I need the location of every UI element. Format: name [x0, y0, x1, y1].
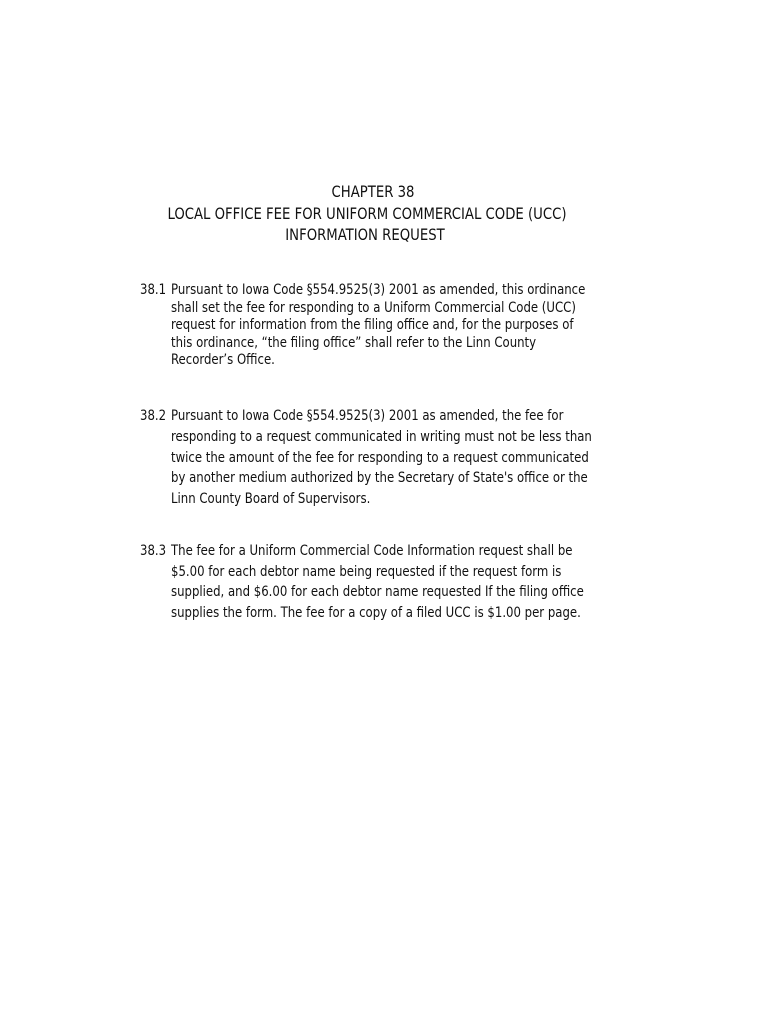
section-line: supplied, and $6.00 for each debtor name requested If the filing office [171, 584, 584, 601]
section-number: 38.2 [140, 408, 167, 424]
chapter-subtitle-line-2: INFORMATION REQUEST [285, 225, 445, 244]
section-line: request for information from the filing office and, for the purposes of [171, 317, 574, 334]
chapter-subtitle-line-1: LOCAL OFFICE FEE FOR UNIFORM COMMERCIAL CODE (UCC) [167, 204, 567, 223]
section-line: $5.00 for each debtor name being requested if the request form is [171, 563, 562, 580]
section-line: Recorder’s Office. [171, 352, 275, 369]
section-line: supplies the form. The fee for a copy of a filed UCC is $1.00 per page. [171, 604, 581, 621]
section-line: Pursuant to Iowa Code §554.9525(3) 2001 as amended, the fee for [171, 408, 564, 424]
section-number: 38.1 [140, 282, 167, 298]
section-line: Linn County Board of Supervisors. [171, 491, 371, 508]
section-body [171, 406, 661, 510]
section-line: responding to a request communicated in writing must not be less than [171, 428, 592, 445]
section-line: shall set the fee for responding to a Uniform Commercial Code (UCC) [171, 299, 576, 316]
chapter-title: CHAPTER 38 [331, 182, 415, 201]
section-line: twice the amount of the fee for responding to a request communicated [171, 449, 589, 466]
section-body [171, 541, 661, 623]
section-number: 38.3 [140, 543, 167, 559]
section-line: The fee for a Uniform Commercial Code Information request shall be [171, 543, 573, 559]
section-line: by another medium authorized by the Secretary of State's office or the [171, 470, 588, 487]
section-line: Pursuant to Iowa Code §554.9525(3) 2001 as amended, this ordinance [171, 282, 586, 298]
section-body [171, 282, 661, 370]
section-line: this ordinance, “the filing office” shall refer to the Linn County [171, 334, 537, 351]
